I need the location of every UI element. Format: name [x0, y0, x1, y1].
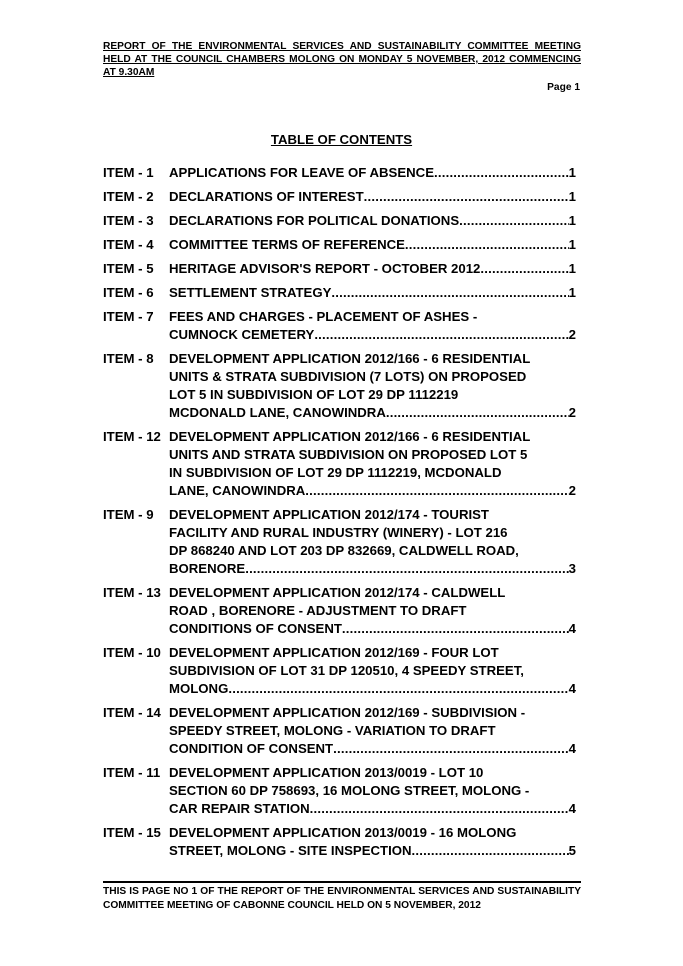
toc-item-title-line: LOT 5 IN SUBDIVISION OF LOT 29 DP 1112219 [169, 387, 459, 402]
toc-item-title-line: HERITAGE ADVISOR'S REPORT - OCTOBER 2012 [169, 261, 481, 276]
toc-item-title [169, 764, 576, 818]
toc-item-number: ITEM - 7 [103, 309, 154, 324]
dot-leader [245, 560, 568, 578]
toc-item-number: ITEM - 15 [103, 825, 161, 840]
toc-item-title [169, 284, 576, 302]
toc-item-leader-line [169, 620, 576, 638]
toc-item-number: ITEM - 5 [103, 261, 154, 276]
toc-item-title-line: ROAD , BORENORE - ADJUSTMENT TO DRAFT [169, 603, 467, 618]
toc-item-title-line: STREET, MOLONG - SITE INSPECTION [169, 843, 412, 858]
dot-leader [310, 800, 569, 818]
page-footer: THIS IS PAGE NO 1 OF THE REPORT OF THE ENVIRONMENTAL SERVICES AND SUSTAINABILITY COMMITTEE MEETING OF CABONNE COUNCIL HELD ON 5 NOVEMBER, 2012 [103, 886, 581, 911]
toc-item-leader-line [169, 800, 576, 818]
toc-item-title-line: SETTLEMENT STRATEGY [169, 285, 332, 300]
toc-entry [103, 764, 576, 818]
toc-item-title-line: COMMITTEE TERMS OF REFERENCE [169, 237, 405, 252]
dot-leader [405, 236, 569, 254]
toc-page-number: 2 [568, 483, 576, 498]
report-header: REPORT OF THE ENVIRONMENTAL SERVICES AND SUSTAINABILITY COMMITTEE MEETING HELD AT THE COUNCIL CHAMBERS MOLONG ON MONDAY 5 NOVEMBER, 2012 COMMENCING AT 9.30AM [103, 41, 581, 78]
toc-item-leader-line [169, 212, 576, 230]
toc-page-number: 5 [568, 843, 576, 858]
dot-leader [228, 680, 568, 698]
toc-item-title-line: CUMNOCK CEMETERY [169, 327, 315, 342]
toc-item-leader-line [169, 404, 576, 422]
toc-entry [103, 236, 576, 254]
toc-entry [103, 188, 576, 206]
toc-item-leader-line [169, 188, 576, 206]
toc-item-number: ITEM - 6 [103, 285, 154, 300]
toc-item-title-line: IN SUBDIVISION OF LOT 29 DP 1112219, MCDONALD [169, 465, 502, 480]
toc-page-number: 2 [568, 405, 576, 420]
toc-page-number: 1 [568, 237, 576, 252]
page-number: Page 1 [547, 82, 580, 93]
toc-item-leader-line [169, 326, 576, 344]
toc-entry [103, 308, 576, 344]
toc-item-leader-line [169, 560, 576, 578]
dot-leader [333, 740, 569, 758]
toc-item-title-line: CONDITIONS OF CONSENT [169, 621, 342, 636]
toc-item-leader-line [169, 260, 576, 278]
toc-item-title [169, 506, 576, 578]
dot-leader [412, 842, 569, 860]
toc-entry [103, 164, 576, 182]
toc-page-number: 4 [568, 681, 576, 696]
toc-item-number: ITEM - 2 [103, 189, 154, 204]
toc-item-number: ITEM - 11 [103, 765, 161, 780]
toc-item-title [169, 428, 576, 500]
toc-page-number: 1 [568, 213, 576, 228]
dot-leader [386, 404, 569, 422]
dot-leader [342, 620, 569, 638]
toc-item-title-line: FEES AND CHARGES - PLACEMENT OF ASHES - [169, 309, 478, 324]
toc-item-number: ITEM - 13 [103, 585, 161, 600]
toc-item-title-line: MOLONG [169, 681, 229, 696]
toc-page-number: 1 [568, 261, 576, 276]
toc-page-number: 4 [568, 801, 576, 816]
toc-item-title-line: UNITS AND STRATA SUBDIVISION ON PROPOSED LOT 5 [169, 447, 528, 462]
toc-item-title-line: DP 868240 AND LOT 203 DP 832669, CALDWELL ROAD, [169, 543, 519, 558]
toc-item-leader-line [169, 284, 576, 302]
toc-entry [103, 644, 576, 698]
toc-item-title [169, 350, 576, 422]
toc-item-title-line: UNITS & STRATA SUBDIVISION (7 LOTS) ON PROPOSED [169, 369, 527, 384]
toc-item-title-line: DEVELOPMENT APPLICATION 2012/169 - SUBDIVISION - [169, 705, 526, 720]
toc-item-leader-line [169, 164, 576, 182]
toc-page-number: 1 [568, 189, 576, 204]
toc-item-title-line: CONDITION OF CONSENT [169, 741, 334, 756]
toc-page-number: 3 [568, 561, 576, 576]
toc-entry [103, 824, 576, 860]
toc-entry [103, 284, 576, 302]
toc-entry [103, 506, 576, 578]
dot-leader [364, 188, 569, 206]
toc-item-number: ITEM - 12 [103, 429, 161, 444]
footer-divider [103, 881, 581, 883]
toc-item-title [169, 164, 576, 182]
toc-item-title [169, 824, 576, 860]
dot-leader [331, 284, 568, 302]
toc-entry [103, 428, 576, 500]
toc-item-title-line: SUBDIVISION OF LOT 31 DP 120510, 4 SPEEDY STREET, [169, 663, 524, 678]
toc-item-title-line: LANE, CANOWINDRA [169, 483, 306, 498]
toc-item-title [169, 704, 576, 758]
toc-item-title-line: DECLARATIONS OF INTEREST [169, 189, 364, 204]
toc-entry [103, 212, 576, 230]
toc-item-title-line: SPEEDY STREET, MOLONG - VARIATION TO DRAFT [169, 723, 496, 738]
toc-item-title-line: DEVELOPMENT APPLICATION 2012/174 - CALDWELL [169, 585, 506, 600]
toc-item-title-line: MCDONALD LANE, CANOWINDRA [169, 405, 386, 420]
toc-entry [103, 704, 576, 758]
toc-item-title [169, 260, 576, 278]
toc-entry [103, 584, 576, 638]
toc-item-number: ITEM - 10 [103, 645, 161, 660]
toc-entry [103, 260, 576, 278]
dot-leader [305, 482, 568, 500]
toc-entry [103, 350, 576, 422]
dot-leader [314, 326, 568, 344]
toc-item-title-line: DEVELOPMENT APPLICATION 2012/169 - FOUR LOT [169, 645, 499, 660]
toc-item-leader-line [169, 680, 576, 698]
toc-item-title-line: FACILITY AND RURAL INDUSTRY (WINERY) - LOT 216 [169, 525, 508, 540]
toc-item-title-line: CAR REPAIR STATION [169, 801, 310, 816]
toc-item-title [169, 188, 576, 206]
toc-item-leader-line [169, 236, 576, 254]
toc-item-title-line: DEVELOPMENT APPLICATION 2013/0019 - 16 MOLONG [169, 825, 517, 840]
toc-item-leader-line [169, 740, 576, 758]
toc-item-title-line: DEVELOPMENT APPLICATION 2012/166 - 6 RESIDENTIAL [169, 351, 531, 366]
toc-item-number: ITEM - 1 [103, 165, 154, 180]
toc-item-leader-line [169, 842, 576, 860]
dot-leader [480, 260, 568, 278]
toc-page-number: 4 [568, 741, 576, 756]
toc-item-number: ITEM - 9 [103, 507, 154, 522]
toc-item-number: ITEM - 8 [103, 351, 154, 366]
table-of-contents [103, 164, 576, 866]
toc-item-title [169, 212, 576, 230]
toc-item-title-line: BORENORE [169, 561, 246, 576]
toc-page-number: 4 [568, 621, 576, 636]
toc-item-title-line: SECTION 60 DP 758693, 16 MOLONG STREET, MOLONG - [169, 783, 530, 798]
toc-item-title-line: DEVELOPMENT APPLICATION 2013/0019 - LOT 10 [169, 765, 484, 780]
dot-leader [434, 164, 569, 182]
toc-page-number: 1 [568, 165, 576, 180]
toc-item-number: ITEM - 3 [103, 213, 154, 228]
toc-item-title [169, 308, 576, 344]
toc-title: TABLE OF CONTENTS [270, 132, 413, 147]
toc-item-leader-line [169, 482, 576, 500]
toc-item-title [169, 236, 576, 254]
toc-page-number: 2 [568, 327, 576, 342]
toc-item-title [169, 644, 576, 698]
dot-leader [459, 212, 569, 230]
toc-item-number: ITEM - 4 [103, 237, 154, 252]
toc-item-title-line: DEVELOPMENT APPLICATION 2012/166 - 6 RESIDENTIAL [169, 429, 531, 444]
toc-item-number: ITEM - 14 [103, 705, 161, 720]
toc-item-title [169, 584, 576, 638]
toc-item-title-line: DEVELOPMENT APPLICATION 2012/174 - TOURIST [169, 507, 489, 522]
toc-page-number: 1 [568, 285, 576, 300]
toc-item-title-line: APPLICATIONS FOR LEAVE OF ABSENCE [169, 165, 434, 180]
toc-item-title-line: DECLARATIONS FOR POLITICAL DONATIONS [169, 213, 460, 228]
